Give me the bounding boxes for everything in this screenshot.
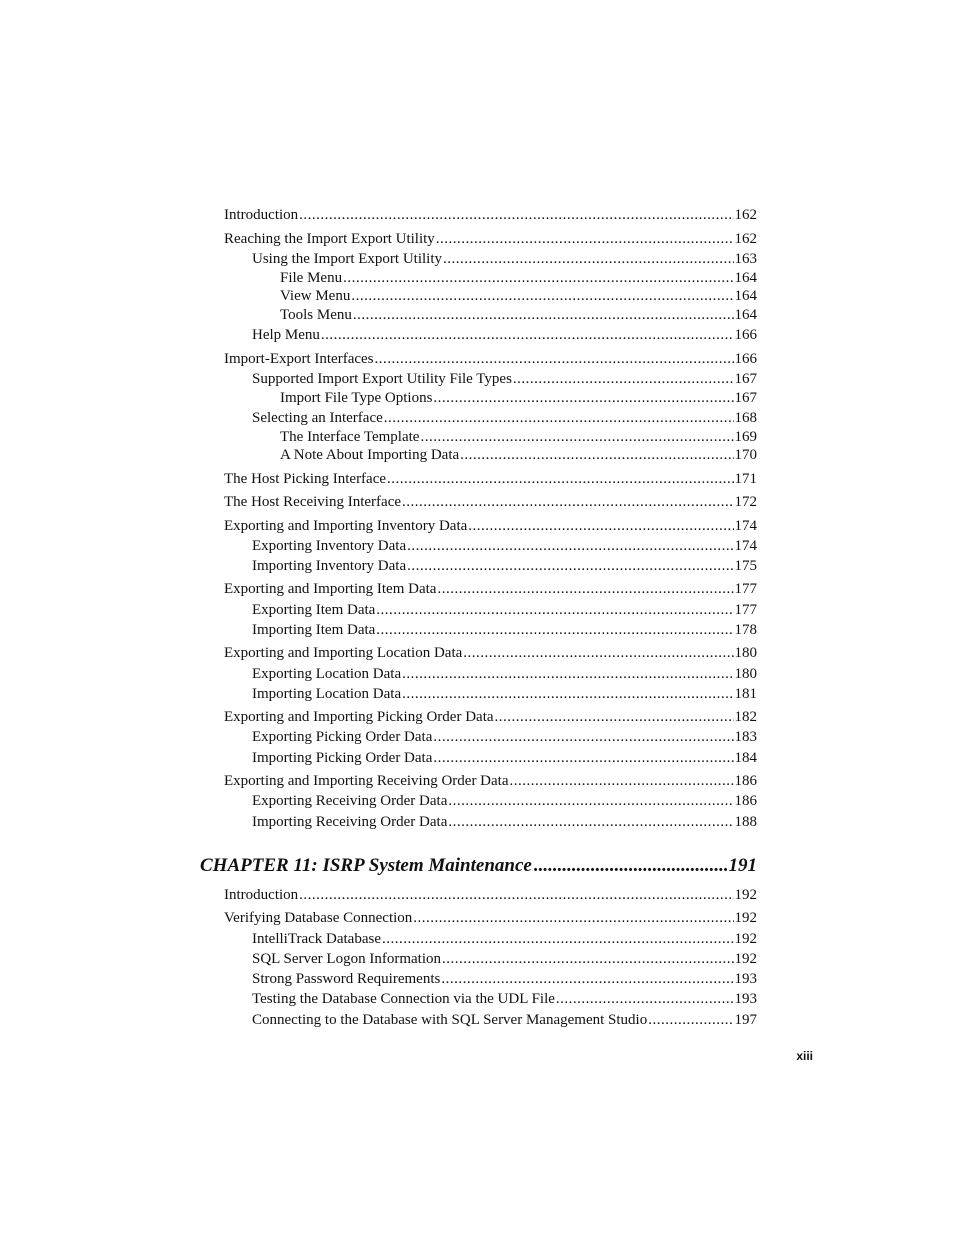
dot-leader (433, 728, 733, 746)
dot-leader (402, 665, 733, 683)
dot-leader (375, 350, 734, 368)
dot-leader (460, 446, 733, 464)
toc-entry[interactable] (280, 389, 757, 407)
toc-entry-page-number: 197 (734, 1012, 757, 1028)
dot-leader (433, 389, 733, 407)
dot-leader (351, 287, 733, 305)
dot-leader (376, 621, 733, 639)
toc-entry-page-number: 162 (734, 231, 757, 247)
toc-entry-page-number: 169 (734, 429, 757, 445)
toc-entry-page-number: 186 (734, 793, 757, 809)
toc-entry[interactable] (252, 685, 757, 703)
toc-entry-title: Exporting Item Data (252, 602, 376, 618)
toc-entry[interactable] (280, 287, 757, 305)
toc-entry-page-number: 177 (734, 581, 757, 597)
toc-entry[interactable] (252, 970, 757, 988)
toc-entry-page-number: 186 (734, 773, 757, 789)
toc-entry-page-number: 166 (734, 351, 757, 367)
toc-entry[interactable] (252, 930, 757, 948)
toc-entry-title: Exporting and Importing Item Data (224, 581, 437, 597)
chapter-heading[interactable] (200, 855, 757, 877)
dot-leader (353, 306, 734, 324)
toc-entry[interactable] (252, 728, 757, 746)
toc-entry-title: Importing Inventory Data (252, 558, 407, 574)
toc-entry-title: The Host Picking Interface (224, 471, 387, 487)
dot-leader (436, 230, 734, 248)
toc-entry-title: View Menu (280, 288, 351, 304)
chapter-page-number: 191 (728, 855, 757, 876)
toc-entry-title: Importing Item Data (252, 622, 376, 638)
toc-entry[interactable] (224, 909, 757, 927)
toc-entry-title: Strong Password Requirements (252, 971, 441, 987)
toc-entry[interactable] (224, 580, 757, 598)
toc-entry[interactable] (280, 428, 757, 446)
toc-entry-page-number: 164 (734, 307, 757, 323)
toc-entry-page-number: 193 (734, 971, 757, 987)
toc-entry-title: File Menu (280, 270, 343, 286)
toc-entry-page-number: 164 (734, 288, 757, 304)
dot-leader (376, 601, 733, 619)
dot-leader (463, 644, 733, 662)
toc-entry[interactable] (252, 326, 757, 344)
toc-entry-page-number: 174 (734, 518, 757, 534)
toc-entry-page-number: 183 (734, 729, 757, 745)
toc-entry[interactable] (252, 1011, 757, 1029)
toc-entry[interactable] (280, 269, 757, 287)
toc-entry-page-number: 175 (734, 558, 757, 574)
toc-entry-page-number: 180 (734, 666, 757, 682)
toc-entry-title: Import-Export Interfaces (224, 351, 374, 367)
dot-leader (495, 708, 734, 726)
toc-entry-title: Help Menu (252, 327, 320, 343)
dot-leader (384, 409, 734, 427)
dot-leader (407, 537, 733, 555)
toc-entry-title: Testing the Database Connection via the UDL File (252, 991, 555, 1007)
toc-entry-page-number: 192 (734, 910, 757, 926)
toc-entry[interactable] (252, 813, 757, 831)
toc-entry[interactable] (224, 230, 757, 248)
toc-entry-title: IntelliTrack Database (252, 931, 381, 947)
toc-entry-page-number: 181 (734, 686, 757, 702)
toc-entry-title: Importing Receiving Order Data (252, 814, 448, 830)
toc-entry-title: Exporting and Importing Inventory Data (224, 518, 468, 534)
dot-leader (437, 580, 733, 598)
toc-entry[interactable] (252, 950, 757, 968)
toc-entry-page-number: 184 (734, 750, 757, 766)
toc-entry[interactable] (252, 557, 757, 575)
page-folio: xiii (796, 1049, 813, 1063)
toc-entry-title: Verifying Database Connection (224, 910, 413, 926)
dot-leader (299, 206, 733, 224)
dot-leader (534, 855, 727, 877)
toc-entry-page-number: 174 (734, 538, 757, 554)
dot-leader (513, 370, 734, 388)
dot-leader (387, 470, 733, 488)
toc-entry[interactable] (252, 621, 757, 639)
toc-entry-title: Exporting Inventory Data (252, 538, 407, 554)
toc-entry-page-number: 177 (734, 602, 757, 618)
toc-entry-page-number: 164 (734, 270, 757, 286)
dot-leader (510, 772, 734, 790)
toc-entry-title: Selecting an Interface (252, 410, 383, 426)
dot-leader (402, 685, 733, 703)
toc-entry-page-number: 172 (734, 494, 757, 510)
dot-leader (407, 557, 733, 575)
toc-entry-title: Importing Picking Order Data (252, 750, 433, 766)
toc-entry-title: Tools Menu (280, 307, 352, 323)
toc-entry[interactable] (224, 708, 757, 726)
toc-entry[interactable] (252, 409, 757, 427)
toc-entry-page-number: 171 (734, 471, 757, 487)
toc-entry-page-number: 170 (734, 447, 757, 463)
toc-entry[interactable] (252, 792, 757, 810)
toc-entry-title: Supported Import Export Utility File Types (252, 371, 512, 387)
toc-entry[interactable] (280, 446, 757, 464)
dot-leader (648, 1011, 733, 1029)
toc-entry[interactable] (224, 493, 757, 511)
toc-entry-page-number: 167 (734, 390, 757, 406)
toc-entry-page-number: 167 (734, 371, 757, 387)
chapter-title: CHAPTER 11: ISRP System Maintenance (200, 855, 532, 876)
dot-leader (413, 909, 733, 927)
toc-entry-page-number: 192 (734, 951, 757, 967)
dot-leader (448, 792, 733, 810)
toc-entry-page-number: 178 (734, 622, 757, 638)
toc-entry-page-number: 166 (734, 327, 757, 343)
toc-entry[interactable] (252, 601, 757, 619)
toc-entry[interactable] (224, 350, 757, 368)
toc-entry-page-number: 188 (734, 814, 757, 830)
dot-leader (382, 930, 734, 948)
toc-entry[interactable] (252, 665, 757, 683)
dot-leader (556, 990, 734, 1008)
dot-leader (402, 493, 733, 511)
dot-leader (343, 269, 733, 287)
toc-entry-title: Exporting Picking Order Data (252, 729, 433, 745)
toc-entry-page-number: 180 (734, 645, 757, 661)
toc-entry-page-number: 192 (734, 931, 757, 947)
toc-entry-page-number: 182 (734, 709, 757, 725)
toc-entry-title: Exporting Location Data (252, 666, 402, 682)
toc-entry-page-number: 163 (734, 251, 757, 267)
toc-entry-title: Reaching the Import Export Utility (224, 231, 435, 247)
toc-entry-title: A Note About Importing Data (280, 447, 460, 463)
toc-entry[interactable] (252, 370, 757, 388)
toc-entry[interactable] (224, 470, 757, 488)
toc-entry[interactable] (224, 886, 757, 904)
toc-entry-title: The Interface Template (280, 429, 420, 445)
toc-entry[interactable] (224, 517, 757, 535)
dot-leader (441, 970, 733, 988)
toc-entry-title: Exporting Receiving Order Data (252, 793, 448, 809)
dot-leader (420, 428, 733, 446)
dot-leader (433, 749, 733, 767)
dot-leader (468, 517, 733, 535)
toc-entry[interactable] (224, 772, 757, 790)
dot-leader (321, 326, 734, 344)
toc-entry-title: Importing Location Data (252, 686, 402, 702)
toc-entry[interactable] (252, 990, 757, 1008)
toc-entry[interactable] (252, 250, 757, 268)
toc-entry-title: SQL Server Logon Information (252, 951, 441, 967)
toc-entry-title: Introduction (224, 887, 299, 903)
toc-entry-page-number: 162 (734, 207, 757, 223)
toc-entry-title: Exporting and Importing Picking Order Data (224, 709, 494, 725)
toc-entry[interactable] (252, 749, 757, 767)
toc-entry-title: Import File Type Options (280, 390, 433, 406)
toc-entry[interactable] (224, 206, 757, 224)
toc-entry-title: Exporting and Importing Receiving Order Data (224, 773, 509, 789)
toc-entry[interactable] (224, 644, 757, 662)
toc-entry-title: Connecting to the Database with SQL Server Management Studio (252, 1012, 648, 1028)
dot-leader (448, 813, 733, 831)
toc-entry-title: Exporting and Importing Location Data (224, 645, 463, 661)
toc-entry-page-number: 192 (734, 887, 757, 903)
dot-leader (442, 950, 734, 968)
dot-leader (443, 250, 734, 268)
toc-entry-title: Introduction (224, 207, 299, 223)
toc-entry[interactable] (252, 537, 757, 555)
toc-entry-title: The Host Receiving Interface (224, 494, 402, 510)
toc-entry-page-number: 168 (734, 410, 757, 426)
toc-entry[interactable] (280, 306, 757, 324)
dot-leader (299, 886, 733, 904)
toc-entry-page-number: 193 (734, 991, 757, 1007)
toc-entry-title: Using the Import Export Utility (252, 251, 442, 267)
